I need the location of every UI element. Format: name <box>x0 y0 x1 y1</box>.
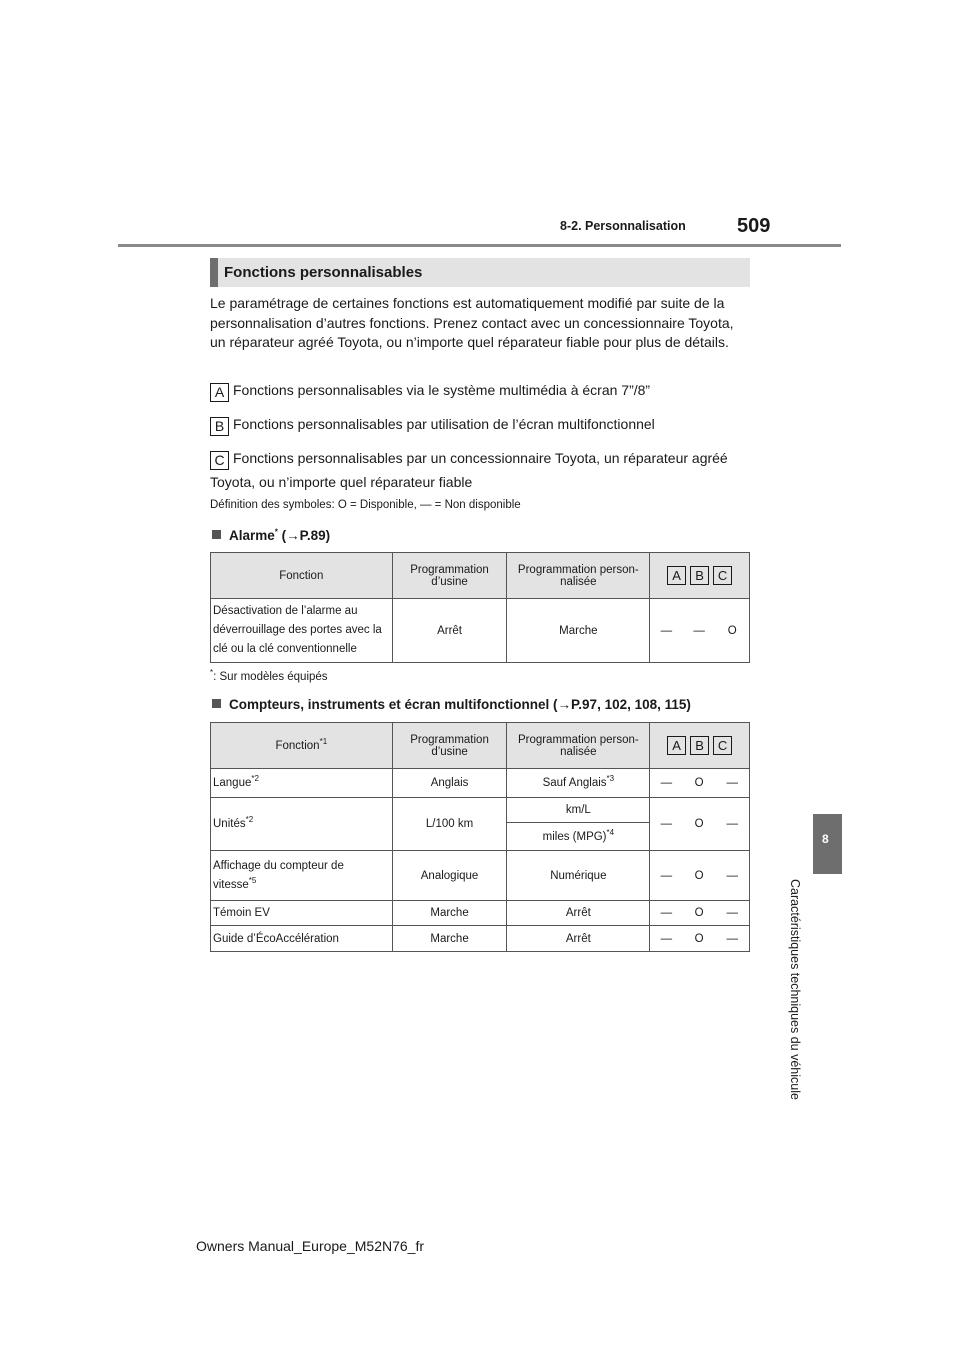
row-factory: Analogique <box>392 851 507 901</box>
legend-text-c: Fonctions personnalisables par un concessionnaire Toyota, un réparateur agréé <box>233 450 728 466</box>
table-row <box>211 926 750 952</box>
section-header: 8-2. Personnalisation <box>560 219 686 233</box>
row-custom-alt <box>507 823 650 851</box>
header-factory: Programmation d’usine <box>392 723 507 769</box>
header-custom: Programmation person- nalisée <box>507 553 650 599</box>
legend-text-a: Fonctions personnalisables via le système multimédia à écran 7”/8” <box>233 382 651 398</box>
row-c: — <box>716 851 750 901</box>
row-factory: L/100 km <box>392 798 507 851</box>
row-c: — <box>716 769 750 798</box>
legend-item-c <box>210 449 728 470</box>
row-custom: Numérique <box>507 851 650 901</box>
footnote-mark: * <box>210 668 214 678</box>
alarm-title-sup: * <box>274 527 278 537</box>
row-custom: km/L <box>507 798 650 823</box>
row-function <box>211 798 393 851</box>
legend-text-c-continuation: Toyota, ou n’importe quel réparateur fiable <box>210 474 473 490</box>
header-key-b: B <box>690 736 709 755</box>
alarm-footnote <box>210 668 328 683</box>
row-a: — <box>650 798 683 851</box>
legend-key-c: C <box>210 451 229 470</box>
table-header-row <box>211 553 750 599</box>
row-function <box>211 851 393 901</box>
row-c: — <box>716 901 750 926</box>
row-custom: Arrêt <box>507 901 650 926</box>
row-function-text: Langue <box>213 777 252 789</box>
row-a: — <box>650 769 683 798</box>
meters-table <box>210 722 750 952</box>
meters-heading <box>212 697 691 712</box>
row-custom-sup: *3 <box>606 774 615 784</box>
header-factory: Programmation d’usine <box>392 553 507 599</box>
table-header-row <box>211 723 750 769</box>
row-b: — <box>683 599 716 663</box>
header-function-text: Fonction <box>275 739 320 752</box>
header-abc <box>650 723 750 769</box>
row-custom: Arrêt <box>507 926 650 952</box>
legend-key-b: B <box>210 417 229 436</box>
table-row <box>211 851 750 901</box>
header-function: Fonction <box>211 553 393 599</box>
row-function-text: Unités <box>213 818 246 830</box>
row-factory: Marche <box>392 901 507 926</box>
legend-text-b: Fonctions personnalisables par utilisation de l’écran multifonctionnel <box>233 416 655 432</box>
row-b: O <box>683 851 716 901</box>
row-function: Désactivation de l’alarme au déverrouillage des portes avec la clé ou la clé conventionnelle <box>211 599 393 663</box>
page-number: 509 <box>737 215 771 237</box>
row-custom-alt-text: miles (MPG) <box>542 830 607 843</box>
bullet-square-icon <box>212 699 221 708</box>
chapter-label: Caractéristiques techniques du véhicule <box>788 879 802 1100</box>
footnote-text: : Sur modèles équipés <box>213 671 328 683</box>
row-c: O <box>716 599 750 663</box>
header-key-c: C <box>713 736 732 755</box>
table-row <box>211 599 750 663</box>
row-c: — <box>716 798 750 851</box>
row-b: O <box>683 926 716 952</box>
row-function: Témoin EV <box>211 901 393 926</box>
row-c: — <box>716 926 750 952</box>
table-row <box>211 798 750 823</box>
header-divider <box>118 244 841 247</box>
header-function-sup: *1 <box>319 736 328 746</box>
legend-item-a <box>210 381 650 402</box>
footer-doc-id: Owners Manual_Europe_M52N76_fr <box>196 1238 425 1254</box>
row-function-sup: *2 <box>251 774 259 784</box>
alarm-title: Alarme <box>229 528 275 543</box>
alarm-page-ref: (→P.89) <box>277 528 331 543</box>
header-key-a: A <box>667 736 686 755</box>
legend-key-a: A <box>210 383 229 402</box>
symbol-definition: Définition des symboles: O = Disponible, — = Non disponible <box>210 499 521 511</box>
intro-paragraph: Le paramétrage de certaines fonctions est automatiquement modifié par suite de la personnalisation d’autres fonctions. Prenez contact avec un concessionnaire Toyota, un réparateur agréé Toyota, ou n’importe quel réparateur fiable pour plus de détails. <box>210 295 734 350</box>
row-b: O <box>683 769 716 798</box>
table-row <box>211 769 750 798</box>
chapter-number: 8 <box>822 832 829 846</box>
header-custom: Programmation person- nalisée <box>507 723 650 769</box>
row-custom: Marche <box>507 599 650 663</box>
header-abc <box>650 553 750 599</box>
row-function: Guide d’ÉcoAccélération <box>211 926 393 952</box>
alarm-table <box>210 552 750 663</box>
row-a: — <box>650 599 683 663</box>
row-function-sup: *2 <box>245 815 254 825</box>
header-key-c: C <box>713 566 732 585</box>
row-a: — <box>650 901 683 926</box>
header-function <box>211 723 393 769</box>
header-key-b: B <box>690 566 709 585</box>
row-b: O <box>683 901 716 926</box>
row-b: O <box>683 798 716 851</box>
row-function-text: Affichage du compteur de vitesse <box>213 859 344 891</box>
row-custom <box>507 769 650 798</box>
row-factory: Marche <box>392 926 507 952</box>
meters-title: Compteurs, instruments et écran multifonctionnel (→P.97, 102, 108, 115) <box>229 697 691 712</box>
row-factory: Anglais <box>392 769 507 798</box>
row-a: — <box>650 851 683 901</box>
row-factory: Arrêt <box>392 599 507 663</box>
bullet-square-icon <box>212 530 221 539</box>
table-row <box>211 901 750 926</box>
alarm-heading <box>212 528 330 543</box>
row-a: — <box>650 926 683 952</box>
row-custom-alt-sup: *4 <box>606 827 615 837</box>
header-key-a: A <box>667 566 686 585</box>
row-custom-text: Sauf Anglais <box>542 777 607 789</box>
row-function <box>211 769 393 798</box>
row-function-sup: *5 <box>248 875 257 885</box>
legend-item-b <box>210 415 655 436</box>
section-title: Fonctions personnalisables <box>210 258 750 287</box>
